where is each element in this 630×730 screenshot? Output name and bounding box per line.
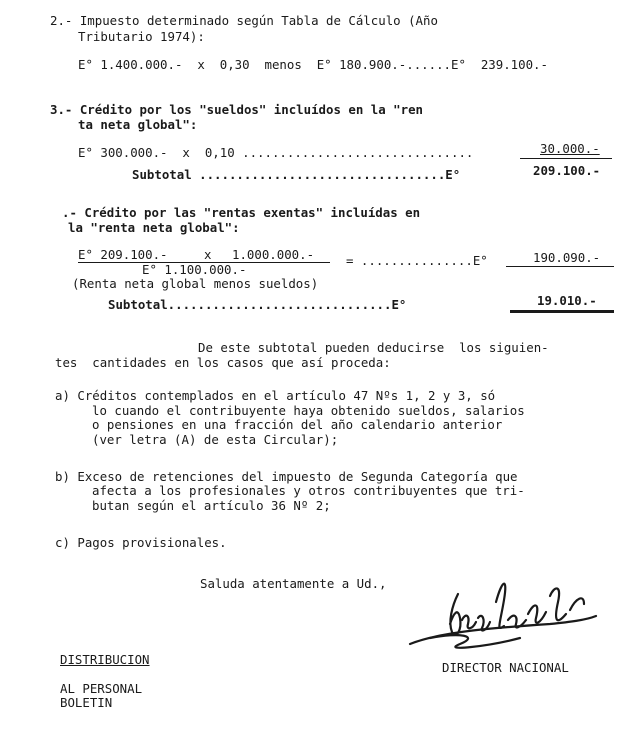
section4-subtotal-double-rule <box>510 310 614 313</box>
section2-line1: 2.- Impuesto determinado según Tabla de Cálculo (Año <box>50 13 438 28</box>
distribution-item-personal: AL PERSONAL <box>60 681 143 696</box>
deduction-a-line2: lo cuando el contribuyente haya obtenido sueldos, salarios <box>92 403 525 418</box>
deduction-a-line3: o pensiones en una fracción del año calendario anterior <box>92 417 503 432</box>
section3-subtotal-label: Subtotal .................................E° <box>132 167 461 182</box>
section3-line2: ta neta global": <box>78 117 198 132</box>
section4-subtotal-label: Subtotal..............................E° <box>108 297 407 312</box>
deduction-a-line4: (ver letra (A) de esta Circular); <box>92 432 339 447</box>
fraction-numerator-right: 1.000.000.- <box>232 247 315 262</box>
section2-calc: E° 1.400.000.- x 0,30 menos E° 180.900.-......E° 239.100.- <box>78 57 548 72</box>
deduction-a-line1: a) Créditos contemplados en el artículo 47 Nºs 1, 2 y 3, só <box>55 388 496 403</box>
deductions-intro-line1: De este subtotal pueden deducirse los siguien- <box>198 340 549 355</box>
section2-line2: Tributario 1974): <box>78 29 205 44</box>
section3-calc-value: 30.000.- <box>540 141 600 156</box>
section3-subtotal-value: 209.100.- <box>533 163 601 178</box>
section4-line1: .- Crédito por las "rentas exentas" incluídas en <box>62 205 421 220</box>
section4-line2: la "renta neta global": <box>68 220 240 235</box>
section3-calc: E° 300.000.- x 0,10 ............................... <box>78 145 474 160</box>
section3-sum-rule <box>520 158 612 159</box>
deductions-intro-line2: tes cantidades en los casos que así proceda: <box>55 355 391 370</box>
section4-note: (Renta neta global menos sueldos) <box>72 276 319 291</box>
fraction-result-rule <box>506 266 614 267</box>
deduction-b-line1: b) Exceso de retenciones del impuesto de Segunda Categoría que <box>55 469 518 484</box>
section3-line1: 3.- Crédito por los "sueldos" incluídos en la "ren <box>50 102 423 117</box>
distribution-item-boletin: BOLETIN <box>60 695 113 710</box>
salutation: Saluda atentamente a Ud., <box>200 576 387 591</box>
deduction-c-line1: c) Pagos provisionales. <box>55 535 227 550</box>
deduction-b-line2: afecta a los profesionales y otros contribuyentes que tri- <box>92 483 525 498</box>
fraction-numerator-left: E° 209.100.- <box>78 247 168 262</box>
fraction-denominator: E° 1.100.000.- <box>142 262 247 277</box>
fraction-result-value: 190.090.- <box>533 250 601 265</box>
fraction-multiply: x <box>204 247 212 262</box>
fraction-result-leader: = ...............E° <box>346 253 488 268</box>
signature-image <box>400 572 600 660</box>
distribution-heading: DISTRIBUCION <box>60 652 150 667</box>
section4-subtotal-value: 19.010.- <box>537 293 597 308</box>
signer-title: DIRECTOR NACIONAL <box>442 660 569 675</box>
deduction-b-line3: butan según el artículo 36 Nº 2; <box>92 498 331 513</box>
